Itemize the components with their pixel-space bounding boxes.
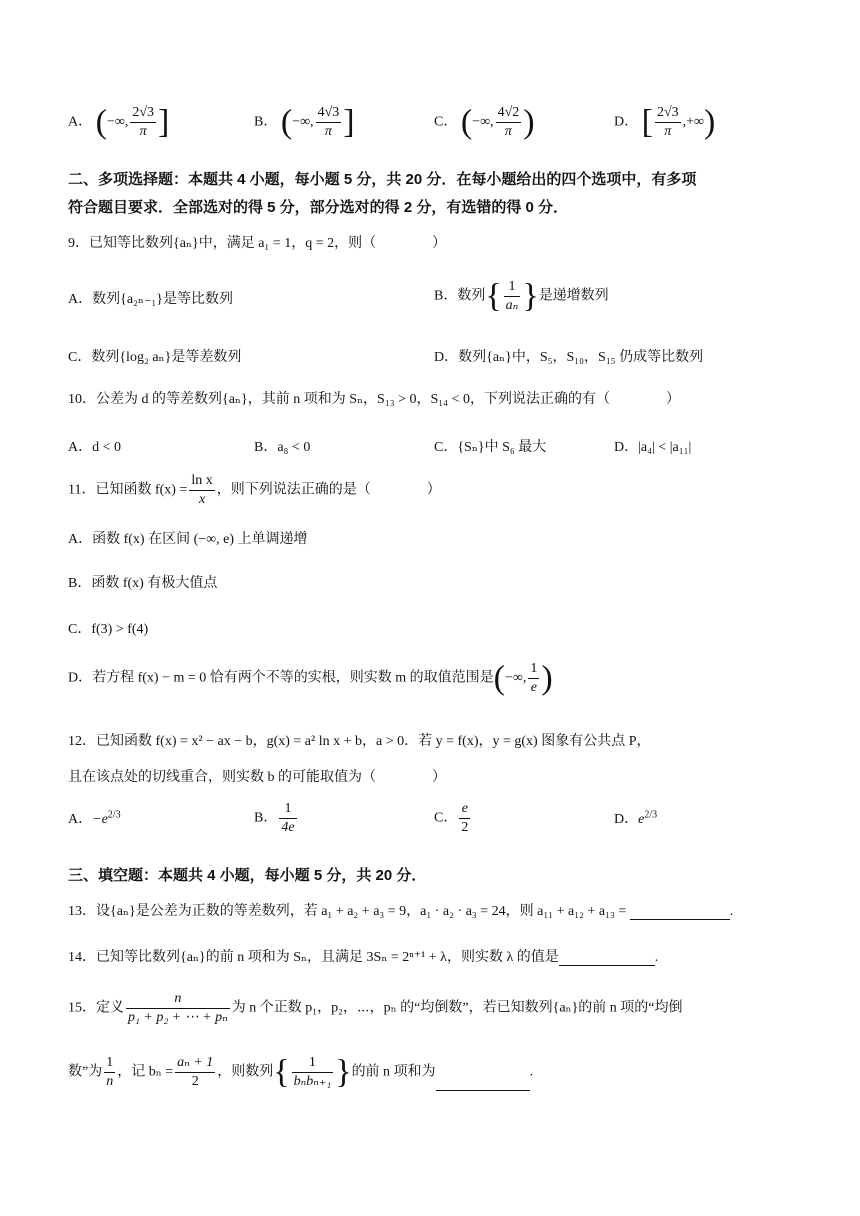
numerator: 2√3: [655, 104, 681, 123]
close-bracket: ): [704, 103, 716, 141]
numerator: 1: [279, 800, 296, 819]
q8-option-a: [68, 104, 169, 141]
q10-option-c: C．{Sₙ}中 S₆ 最大: [434, 440, 547, 455]
numerator: e: [459, 800, 470, 819]
numerator: 1: [292, 1054, 334, 1073]
numerator: ln x: [189, 472, 214, 491]
question-text: ，则数列: [217, 1064, 274, 1080]
denominator: aₙ: [505, 298, 519, 313]
close-bracket: ): [523, 103, 535, 141]
denominator: π: [324, 124, 332, 139]
denominator: bₙbₙ₊₁: [293, 1074, 332, 1089]
question-text: 的前 n 项和为: [351, 1064, 436, 1080]
q11-option-c: C．f(3) > f(4): [68, 622, 149, 637]
numerator: 4√3: [316, 104, 342, 123]
power-base: −e: [92, 812, 108, 827]
denominator: p₁ + p₂ + ⋯ + pₙ: [128, 1010, 228, 1025]
q12-stem-line1: 12．已知函数 f(x) = x² − ax − b，g(x) = a² ln x + b，a > 0．若 y = f(x)，y = g(x) 图象有公共点 P，: [68, 734, 651, 749]
close-brace: }: [522, 277, 539, 315]
q9-stem: 9．已知等比数列{aₙ}中，满足 a₁ = 1，q = 2，则（ ）: [68, 236, 447, 251]
numerator: 1: [504, 278, 521, 297]
fraction: [316, 104, 342, 141]
q8-option-c: [434, 104, 535, 141]
q11-option-b: B．函数 f(x) 有极大值点: [68, 576, 218, 591]
power-exponent: 2/3: [107, 809, 121, 821]
period: .: [729, 904, 734, 919]
fraction: [655, 104, 681, 141]
q9-option-c: C．数列{log₂ aₙ}是等差数列: [68, 350, 242, 365]
section2-heading-line2: 符合题目要求．全部选对的得 5 分，部分选对的得 2 分，有选错的得 0 分．: [68, 199, 569, 216]
interval-right: ,+∞: [682, 114, 705, 130]
q10-option-a: A．d < 0: [68, 440, 122, 455]
fraction: [292, 1054, 334, 1091]
option-letter: D．: [614, 812, 639, 827]
interval-left: −∞,: [472, 114, 494, 130]
denominator: π: [664, 124, 672, 139]
q9-option-a: A．数列{a₂ₙ₋₁}是等比数列: [68, 292, 233, 307]
section2-heading-line1: 二、多项选择题：本题共 4 小题，每小题 5 分，共 20 分．在每小题给出的四个选项中，有多项: [68, 171, 697, 188]
stem-text: 11．已知函数 f(x) =: [68, 482, 188, 498]
question-text: 数”为: [68, 1064, 103, 1080]
q10-option-d: D．|a₄| < |a₁₁|: [614, 440, 692, 455]
q8-option-d: [614, 104, 715, 141]
open-bracket: (: [95, 103, 107, 141]
q12-stem-line2: 且在该点处的切线重合，则实数 b 的可能取值为（ ）: [68, 770, 446, 785]
fraction: [496, 104, 522, 141]
fraction: [175, 1054, 215, 1091]
q12-option-c: [434, 800, 472, 837]
option-letter: B．: [254, 810, 278, 826]
fraction: [528, 660, 539, 697]
numerator: n: [126, 990, 230, 1009]
denominator: π: [139, 124, 147, 139]
open-paren: (: [493, 659, 505, 697]
power-exponent: 2/3: [644, 809, 658, 821]
interval-left: −∞,: [292, 114, 314, 130]
q10-option-b: B．a₈ < 0: [254, 440, 311, 455]
q12-option-a: [68, 808, 121, 828]
open-bracket: (: [460, 103, 473, 141]
q12-option-b: [254, 800, 299, 837]
section3-heading: 三、填空题：本题共 4 小题，每小题 5 分，共 20 分．: [68, 867, 427, 884]
question-text: 15．定义: [68, 1000, 124, 1016]
question-text: 13．设{aₙ}是公差为正数的等差数列，若 a₁ + a₂ + a₃ = 9，a₁ · a₂ · a₃ = 24，则 a₁₁ + a₁₂ + a₁₃ =: [68, 904, 627, 919]
option-text: D．若方程 f(x) − m = 0 恰有两个不等的实根，则实数 m 的取值范围是: [68, 670, 494, 686]
period: .: [529, 1064, 534, 1080]
close-brace: }: [335, 1053, 352, 1091]
option-letter: B．: [254, 114, 278, 130]
q13: [68, 900, 733, 920]
option-letter: A．: [68, 812, 93, 827]
q11-option-d: [68, 660, 553, 697]
stem-text: ，则下列说法正确的是（ ）: [216, 482, 441, 498]
q15-line1: [68, 990, 683, 1027]
question-text: 14．已知等比数列{aₙ}的前 n 项和为 Sₙ，且满足 3Sₙ = 2ⁿ⁺¹ + λ，则实数 λ 的值是: [68, 950, 559, 965]
open-bracket: (: [280, 103, 293, 141]
fraction: [279, 800, 296, 837]
open-brace: {: [485, 277, 502, 315]
q15-line2: [68, 1054, 533, 1091]
answer-blank[interactable]: [630, 905, 730, 920]
denominator: 2: [461, 820, 469, 835]
question-text: 为 n 个正数 p₁，p₂，⋯，pₙ 的“均倒数”，若已知数列{aₙ}的前 n 项的“均倒: [231, 1000, 683, 1016]
q11-stem: [68, 472, 441, 509]
denominator: 2: [191, 1074, 199, 1089]
fraction: [130, 104, 156, 141]
close-paren: ): [541, 659, 553, 697]
q14: [68, 946, 658, 966]
q11-option-a: A．函数 f(x) 在区间 (−∞, e) 上单调递增: [68, 532, 308, 547]
denominator: π: [504, 124, 512, 139]
interval-left: −∞,: [106, 114, 129, 130]
option-letter: C．: [434, 114, 458, 130]
fraction: [104, 1054, 115, 1091]
answer-blank[interactable]: [559, 951, 655, 966]
fraction: [189, 472, 214, 509]
question-text: ，记 bₙ =: [117, 1064, 174, 1080]
close-bracket: ]: [343, 103, 355, 141]
option-text: B．数列: [434, 288, 486, 304]
close-bracket: ]: [158, 103, 170, 141]
denominator: n: [106, 1074, 114, 1089]
q8-option-b: [254, 104, 355, 141]
numerator: 4√2: [496, 104, 522, 123]
q10-stem: 10．公差为 d 的等差数列{aₙ}，其前 n 项和为 Sₙ，S₁₃ > 0，S₁₄ < 0，下列说法正确的有（ ）: [68, 392, 680, 407]
numerator: aₙ + 1: [175, 1054, 215, 1073]
numerator: 1: [104, 1054, 115, 1073]
fraction: [504, 278, 521, 315]
option-text: 是递增数列: [538, 288, 609, 304]
numerator: 1: [528, 660, 539, 679]
interval-left: −∞,: [505, 670, 527, 686]
power-base: e: [638, 812, 645, 827]
fraction: [459, 800, 470, 837]
numerator: 2√3: [130, 104, 156, 123]
option-letter: C．: [434, 810, 458, 826]
denominator: x: [198, 492, 206, 507]
q12-option-d: [614, 808, 657, 828]
answer-blank[interactable]: [436, 1076, 530, 1091]
option-letter: A．: [68, 114, 93, 130]
denominator: e: [530, 680, 537, 695]
fraction: [126, 990, 230, 1027]
denominator: 4e: [281, 820, 295, 835]
q9-option-d: D．数列{aₙ}中，S₅，S₁₀，S₁₅ 仍成等比数列: [434, 350, 704, 365]
period: .: [654, 950, 659, 965]
open-bracket: [: [641, 103, 653, 141]
open-brace: {: [273, 1053, 290, 1091]
q9-option-b: [434, 278, 609, 315]
option-letter: D．: [614, 114, 639, 130]
